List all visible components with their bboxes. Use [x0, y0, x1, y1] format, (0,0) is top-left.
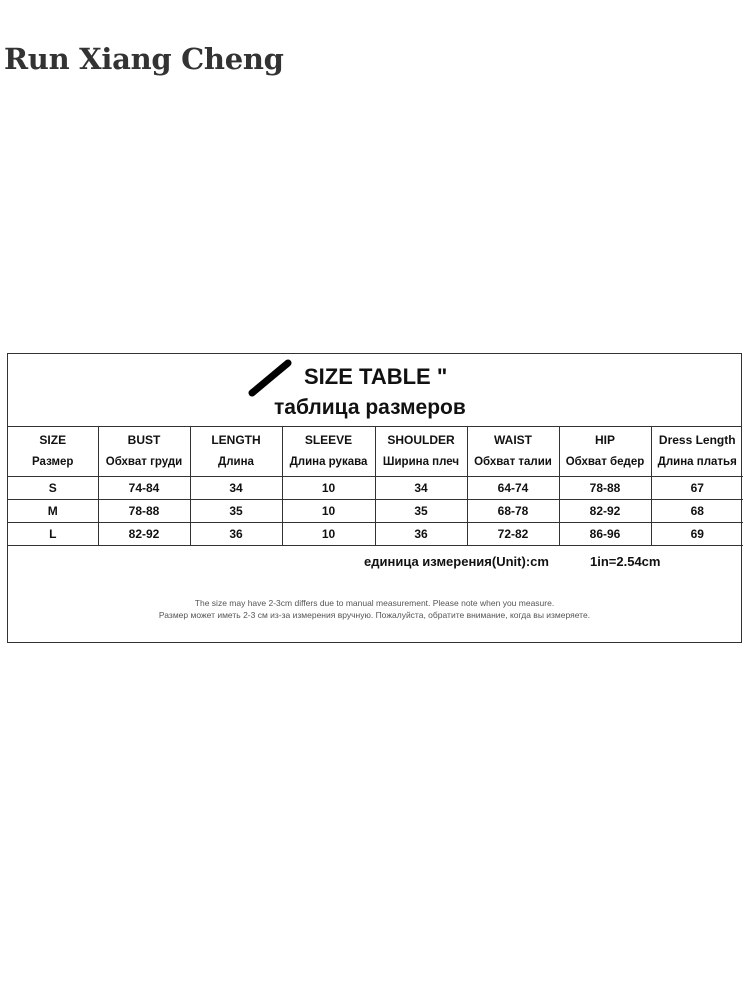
table-cell: M — [8, 500, 98, 523]
header-cell: Dress Length Длина платья — [651, 427, 743, 477]
header-cell: SHOULDER Ширина плеч — [375, 427, 467, 477]
table-cell: 74-84 — [98, 477, 190, 500]
header-cell: HIP Обхват бедер — [559, 427, 651, 477]
table-cell: S — [8, 477, 98, 500]
table-cell: 82-92 — [559, 500, 651, 523]
chart-header — [8, 354, 741, 427]
header-cell: WAIST Обхват талии — [467, 427, 559, 477]
table-cell: 36 — [375, 523, 467, 546]
table-cell: 35 — [375, 500, 467, 523]
table-cell: 68 — [651, 500, 743, 523]
table-row — [8, 523, 743, 546]
header-row — [8, 427, 743, 477]
table-cell: 68-78 — [467, 500, 559, 523]
table-cell: 78-88 — [559, 477, 651, 500]
slash-icon — [246, 357, 296, 397]
table-row — [8, 500, 743, 523]
table-cell: 72-82 — [467, 523, 559, 546]
header-cell: BUST Обхват груди — [98, 427, 190, 477]
table-cell: 34 — [375, 477, 467, 500]
table-cell: 64-74 — [467, 477, 559, 500]
measurement-note-en: The size may have 2-3cm differs due to manual measurement. Please note when you measure. — [194, 598, 555, 608]
header-cell: SLEEVE Длина рукава — [282, 427, 375, 477]
table-cell: 34 — [190, 477, 282, 500]
table-cell: 86-96 — [559, 523, 651, 546]
unit-label: единица измерения(Unit):cm — [364, 554, 549, 569]
table-cell: 82-92 — [98, 523, 190, 546]
unit-conversion: 1in=2.54cm — [590, 554, 661, 569]
table-cell: 67 — [651, 477, 743, 500]
size-table — [8, 427, 743, 546]
table-cell: 69 — [651, 523, 743, 546]
table-cell: 10 — [282, 523, 375, 546]
chart-title-ru: таблица размеров — [274, 396, 466, 419]
size-chart — [7, 353, 742, 643]
table-cell: 78-88 — [98, 500, 190, 523]
table-cell: 36 — [190, 523, 282, 546]
header-cell: LENGTH Длина — [190, 427, 282, 477]
measurement-note-ru: Размер может иметь 2-3 см из-за измерения вручную. Пожалуйста, обратите внимание, когда вы измеряете. — [158, 610, 591, 620]
table-cell: 35 — [190, 500, 282, 523]
table-cell: 10 — [282, 477, 375, 500]
header-cell: SIZE Размер — [8, 427, 98, 477]
table-cell: 10 — [282, 500, 375, 523]
brand-name: Run Xiang Cheng — [4, 42, 284, 76]
table-row — [8, 477, 743, 500]
chart-title-en: SIZE TABLE " — [304, 364, 448, 389]
table-cell: L — [8, 523, 98, 546]
